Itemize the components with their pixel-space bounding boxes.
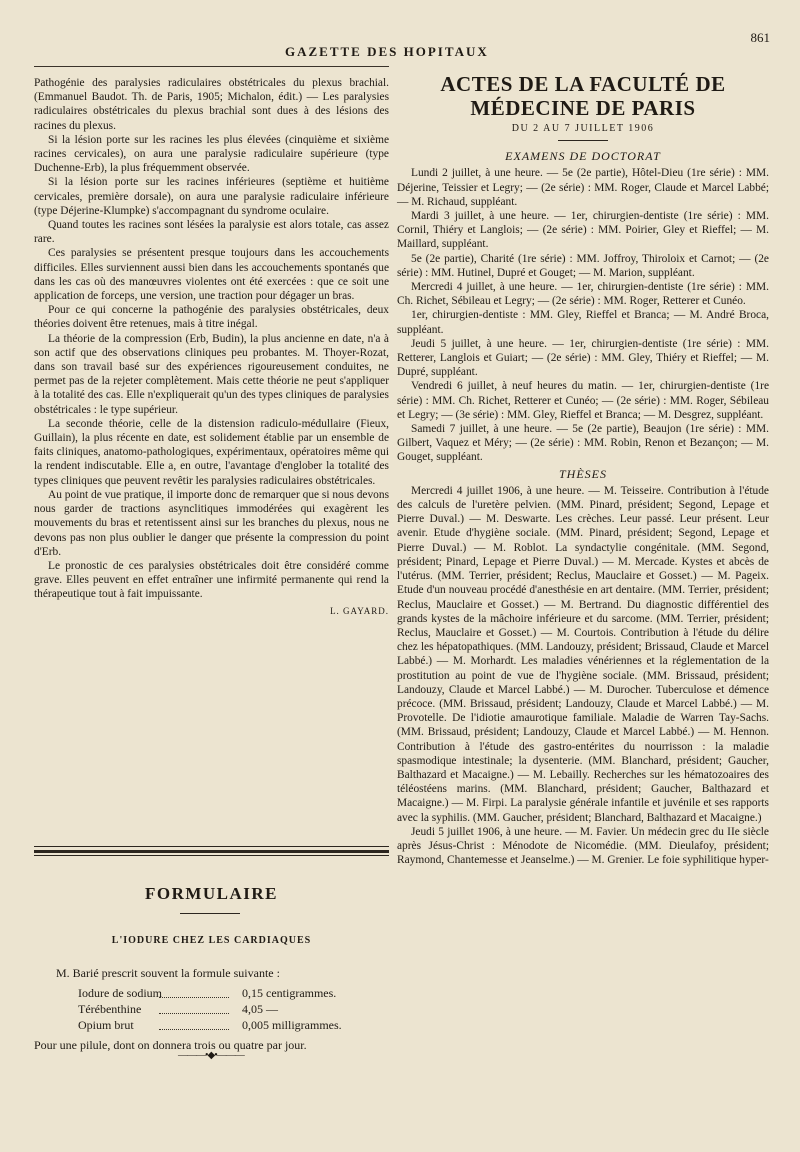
formulaire-subtitle: L'IODURE CHEZ LES CARDIAQUES: [111, 935, 312, 946]
section-divider: [34, 850, 389, 853]
ingredient-row: [34, 985, 389, 1001]
review-paragraph: Si la lésion porte sur les racines les plus élevées (cinquième et sixième racines cervicales), on aura une paralysie radiculaire supérieure (type Duchenne-Erb), la plus fréquemment observée.: [34, 133, 389, 175]
review-paragraph: Le pronostic de ces paralysies obstétricales doit être considéré comme grave. Elles peuvent en effet entraîner une infirmité permanente qui rend la thérapeutique tout à fait impuissante.: [34, 559, 389, 601]
running-header: [0, 30, 800, 66]
section-divider: [34, 855, 389, 856]
review-paragraph: Pathogénie des paralysies radiculaires obstétricales du plexus brachial. (Emmanuel Baudot. Th. de Paris, 1905; Michalon, édit.) — Les paralysies radiculaires obstétricales du plexus brachial sont dues à des lésions des racines du plexus.: [34, 77, 389, 132]
formulaire-closing: Pour une pilule, dont on donnera trois ou quatre par jour.: [34, 1038, 307, 1052]
actes-title: ACTES DE LA FACULTÉ DE MÉDECINE DE PARIS: [440, 72, 726, 120]
right-column: [397, 70, 769, 867]
review-paragraph: Si la lésion porte sur les racines inférieures (septième et huitième cervicales, première dorsale), on aura une paralysie radiculaire inférieure (type Déjerine-Klumpke) s'accompagnant du syndrome oculaire.: [34, 176, 389, 217]
theses-list: [397, 484, 769, 867]
section-divider: [34, 846, 389, 847]
exam-entry: Jeudi 5 juillet, à une heure. — 1er, chirurgien-dentiste (1re série) : MM. Retterer, Langlois et Guiart; — (2e série) : MM. Gley, Thiéry et Rieffel; — M. Dupré, suppléant.: [397, 337, 769, 379]
ingredient-dose: 0,005 milligrammes.: [242, 1018, 342, 1032]
ingredient-row: [34, 1017, 389, 1033]
page-number: 861: [750, 30, 770, 45]
review-paragraph: La théorie de la compression (Erb, Budin), la plus ancienne en date, n'a à son actif que des observations cliniques peu probantes. M. Thoyer-Rozat, dans son travail basé sur des expériences rigoureusement conduites, ne permet pas de la rejeter complètement. Mais cette théorie ne peut s'appliquer à la totalité des cas. Elle n'expliquerait qu'un des types cliniques de paralysies obstétricales : le type supérieur.: [34, 332, 389, 416]
exam-entry: Mercredi 4 juillet, à une heure. — 1er, chirurgien-dentiste (1re série) : MM. Ch. Richet, Sébileau et Legry; — (2e série) : MM. Roger, Retterer et Cunéo.: [397, 281, 769, 308]
formulaire-intro: M. Barié prescrit souvent la formule suivante :: [56, 966, 280, 980]
exam-entry: Lundi 2 juillet, à une heure. — 5e (2e partie), Hôtel-Dieu (1re série) : MM. Déjerine, Teissier et Legry; — (2e série) : MM. Roger, Claude et Marcel Labbé; — M. Richaud, suppléant.: [397, 167, 769, 208]
review-signature: L. GAYARD.: [330, 605, 389, 616]
ingredient-name: Térébenthine: [78, 1002, 142, 1016]
journal-title: GAZETTE DES HOPITAUX: [285, 44, 489, 59]
ingredient-name: Iodure de sodium: [78, 986, 162, 1000]
header-rule: [34, 66, 389, 67]
review-paragraph: Au point de vue pratique, il importe donc de remarquer que si nous devons nous garder de tractions asynclitiques immodérées qui exagèrent les mouvements du bras et retentissent ainsi sur les branches du plexus, nous ne devons pas non plus oublier le danger que présente la compression du point d'Erb.: [34, 488, 390, 558]
exam-entry: Mardi 3 juillet, à une heure. — 1er, chirurgien-dentiste (1re série) : MM. Cornil, Thiéry et Langlois; — (2e série) : MM. Poirier, Gley et Rieffel; — M. Maillard, suppléant.: [397, 210, 769, 251]
exam-entry: Samedi 7 juillet, à une heure. — 5e (2e partie), Beaujon (1re série) : MM. Gilbert, Vaquez et Méry; — (2e série) : MM. Robin, Renon et Bezançon; — M. Gouget, suppléant.: [397, 423, 769, 464]
exam-entry: 1er, chirurgien-dentiste : MM. Gley, Rieffel et Branca; — M. André Broca, suppléant.: [397, 309, 769, 336]
formulaire-rule: [180, 913, 240, 914]
exam-entry: Vendredi 6 juillet, à neuf heures du matin. — 1er, chirurgien-dentiste (1re série) : MM. Ch. Richet, Retterer et Cunéo; — (2e série) : MM. Roger, Sébileau et Legry; — (3e série) : MM. Gley, Rieffel et Branca; — M. Desgrez, suppléant.: [397, 380, 769, 421]
examens-heading: EXAMENS DE DOCTORAT: [505, 149, 661, 164]
formulaire-title: FORMULAIRE: [144, 884, 279, 903]
ingredient-name: Opium brut: [78, 1018, 134, 1032]
leader-dots: [159, 987, 229, 998]
leader-dots: [159, 1003, 229, 1014]
left-column: [34, 76, 389, 618]
theses-heading: THÈSES: [559, 466, 607, 481]
review-paragraph: Quand toutes les racines sont lésées la paralysie est alors totale, cas assez rare.: [34, 219, 389, 246]
review-paragraph: Pour ce qui concerne la pathogénie des paralysies obstétricales, deux théories doivent être retenues, mais à titre inégal.: [34, 304, 389, 331]
ingredient-dose: 0,15 centigrammes.: [242, 986, 337, 1000]
ingredient-dose: 4,05 —: [242, 1002, 278, 1016]
review-paragraph: Ces paralysies se présentent presque toujours dans les accouchements difficiles. Elles surviennent aussi bien dans les accouchements spontanés que dans les cas où des manœuvres violentes ont été exercées : que ce soit une application de forceps, une version, une traction pour dégager un bras.: [34, 247, 389, 303]
these-entry: Mercredi 4 juillet 1906, à une heure. — M. Teisseire. Contribution à l'étude des calculs de l'uretère pelvien. (MM. Pinard, président; Segond, Lepage et Pierre Duval.) — M. Deswarte. Les crèches. Leur passé. Leur présent. Leur avenir. Etude d'hygiène sociale. (MM. Pinard, président; Segond, Lepage et Pierre Duval.) — M. Roblot. La syndactylie congénitale. (MM. Segond, président; Pinard, Lepage et Pierre Duval.) — M. Mercade. Kystes et abcès de l'utérus. (MM. Terrier, président; Reclus, Mauclaire et Gosset.) — M. Pageix. Etude d'un nouveau procédé d'anesthésie en art dentaire. (MM. Terrier, président; Reclus, Mauclaire et Gosset.) — M. Bertrand. Du diagnostic différentiel des grands kystes de la mâchoire inférieure et du sarcome. (MM. Terrier, président; Reclus, Mauclaire et Gosset.) — M. Courtois. Contribution à l'étude du délire chez les hépatopathiques. (MM. Landouzy, président; Brissaud, Claude et Marcel Labbé.) — M. Morhardt. Les maladies vénériennes et la réglementation de la prostitution au point de vue de l'hygiène sociale. (MM. Brissaud, président; Landouzy, Claude et Marcel Labbé.) — M. Durocher. Tuberculose et démence précoce. (MM. Brissaud, président; Landouzy, Claude et Marcel Labbé.) — M. Provotelle. De l'idiotie amaurotique familiale. Maladie de Warren Tay-Sachs. (MM. Brissaud, président; Landouzy, Claude et Marcel Labbé.) — M. Hennon. Contribution à l'étude des gastro-entérites du nourrisson : la maladie spasmodique intestinale; la dysenterie. (MM. Blanchard, président; Gaucher, Balthazard et Macaigne.) — M. Lebailly. Recherches sur les hématozoaires des téléostéens marins. (MM. Blanchard, président; Gaucher, Balthazard et Macaigne.) — M. Firpi. La paralysie générale infantile et juvénile et ses rapports avec la syphilis. (MM. Gaucher, président; Blanchard, Balthazard et Macaigne.): [397, 484, 769, 824]
leader-dots: [159, 1019, 229, 1030]
exam-entry: 5e (2e partie), Charité (1re série) : MM. Joffroy, Thiroloix et Carnot; — (2e série) : MM. Hutinel, Dupré et Gouget; — M. Marion, suppléant.: [397, 252, 769, 279]
ingredient-row: [34, 1001, 389, 1017]
examens-list: [397, 166, 769, 464]
title-rule: [558, 140, 608, 141]
these-entry: Jeudi 5 juillet 1906, à une heure. — M. Favier. Un médecin grec du IIe siècle après Jésus-Christ : Ménodote de Nicomédie. (MM. Dieulafoy, président; Raymond, Chantemesse et Jeanselme.) — M. Grenier. Le foie syphilitique hyper-: [397, 825, 769, 867]
ornament-divider: ———•◆•———: [178, 1050, 244, 1061]
actes-dates: DU 2 AU 7 JUILLET 1906: [511, 123, 655, 134]
review-paragraph: La seconde théorie, celle de la distension radiculo-médullaire (Fieux, Guillain), la plus récente en date, est solidement établie par un ensemble de faits cliniques, anatomo-pathologiques, expérimentaux, opératoires même qui la rendent indiscutable. Elle a, en outre, l'avantage d'englober la totalité des types cliniques que peuvent revêtir les paralysies radiculaires obstétricales.: [34, 417, 389, 487]
